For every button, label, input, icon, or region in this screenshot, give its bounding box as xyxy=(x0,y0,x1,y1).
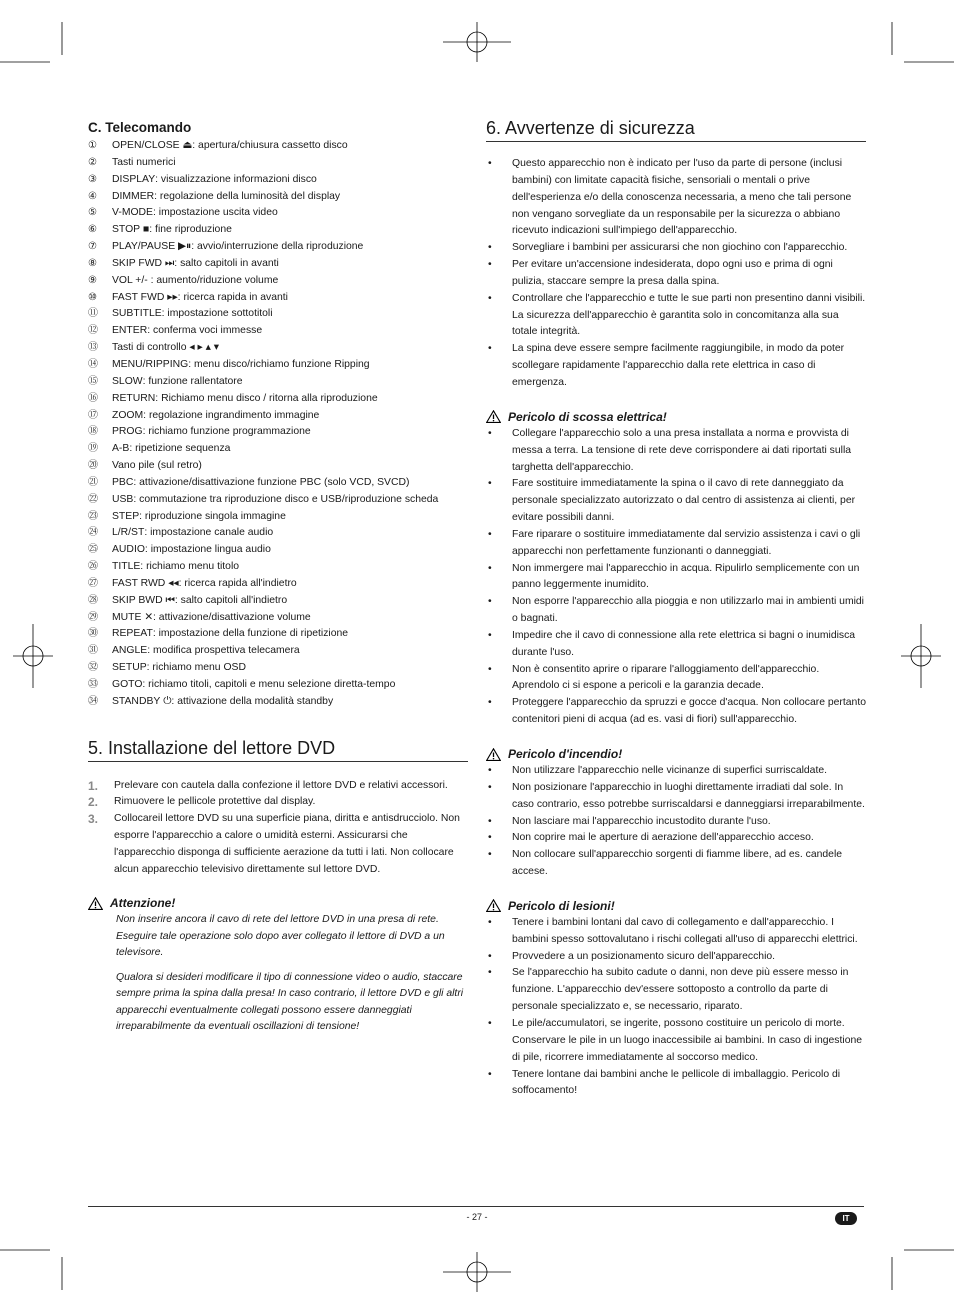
remote-item-number: ㉜ xyxy=(88,662,98,674)
list-item xyxy=(486,341,866,392)
remote-item-body xyxy=(112,239,363,256)
list-item xyxy=(486,291,866,342)
remote-key-name: ZOOM xyxy=(112,409,144,421)
remote-item-number: ① xyxy=(88,140,97,151)
remote-item-text: : impostazione uscita video xyxy=(153,207,278,219)
bullet-icon: • xyxy=(488,950,492,962)
list-item xyxy=(486,628,866,662)
warning-icon xyxy=(486,410,501,423)
remote-item-number: ④ xyxy=(88,190,97,202)
install-step-number: 2. xyxy=(88,795,99,810)
bullet-icon: • xyxy=(488,242,492,254)
remote-key-symbol-icon: ◂◂ xyxy=(165,577,179,589)
remote-item xyxy=(88,239,468,256)
remote-item-text: : funzione rallentatore xyxy=(142,375,243,387)
remote-item-body xyxy=(112,290,288,307)
attention-paragraph-2: Qualora si desideri modificare il tipo di connessione video o audio, staccare sempre prima la spina dalla presa! In caso contrario, il lettore DVD e gli altri apparecchi eventualmente collegati possono essere danneggiati irreparabilmente da eventuali oscillazioni di tensione! xyxy=(116,971,464,1032)
remote-item xyxy=(88,424,468,441)
remote-item xyxy=(88,542,468,559)
remote-key-name: SUBTITLE xyxy=(112,308,162,320)
list-item xyxy=(486,476,866,527)
install-steps xyxy=(88,778,468,879)
remote-item-number: ⑰ xyxy=(88,409,98,421)
remote-key-name: SKIP BWD xyxy=(112,594,163,606)
remote-item-number: ⑲ xyxy=(88,443,98,455)
remote-item-text: : visualizzazione informazioni disco xyxy=(155,173,317,185)
remote-item-body xyxy=(112,525,273,542)
remote-key-name: ENTER xyxy=(112,325,148,337)
list-item xyxy=(486,240,866,257)
remote-item-number: ⑧ xyxy=(88,257,97,269)
install-step-text: Collocareil lettore DVD su una superficie piana, diritta e antisdrucciolo. Non esporre l'apparecchio a calore o umidità esterni. Assicurarsi che l'apparecchio disponga di sufficiente aerazione da tutti i lati. Non collocare alcun apparecchio televisivo direttamente sul lettore DVD. xyxy=(114,813,460,875)
remote-item xyxy=(88,290,468,307)
remote-item-text: Tasti numerici xyxy=(112,156,176,168)
remote-item-text: : impostazione sottotitoli xyxy=(161,308,273,320)
remote-key-name: TITLE xyxy=(112,561,141,573)
list-item-text: Impedire che il cavo di connessione alla rete elettrica si bagni o inumidisca durante l'uso. xyxy=(512,629,856,658)
remote-item-text: : ripetizione sequenza xyxy=(129,443,231,455)
remote-item-text: : impostazione lingua audio xyxy=(144,544,271,556)
bullet-icon: • xyxy=(488,916,492,928)
list-item xyxy=(486,915,866,949)
attention-heading xyxy=(88,896,468,910)
remote-key-name: FAST FWD xyxy=(112,291,165,303)
left-column xyxy=(88,120,468,1043)
remote-key-name: GOTO xyxy=(112,679,143,690)
list-item-text: Non utilizzare l'apparecchio nelle vicinanze di superfici surriscaldate. xyxy=(512,765,828,776)
remote-item-text: : riproduzione singola immagine xyxy=(139,510,286,522)
remote-item-text: : attivazione/disattivazione funzione PBC (solo VCD, SVCD) xyxy=(133,476,410,488)
remote-item-body xyxy=(112,374,243,391)
remote-item xyxy=(88,256,468,273)
remote-item-text: : ricerca rapida in avanti xyxy=(177,291,288,303)
remote-item-number: ㉑ xyxy=(88,476,98,488)
list-item-text: Proteggere l'apparecchio da spruzzi e gocce d'acqua. Non collocare pertanto contenitori pieni di acqua (ad es. vasi di fiori) sull'apparecchio. xyxy=(512,697,867,726)
list-item xyxy=(486,1016,866,1067)
list-item-text: Non collocare sull'apparecchio sorgenti di fiamme libere, ad es. candele accese. xyxy=(512,849,843,878)
install-title: 5. Installazione del lettore DVD xyxy=(88,738,468,762)
remote-item xyxy=(88,374,468,391)
remote-item-text: : commutazione tra riproduzione disco e USB/riproduzione scheda xyxy=(133,493,439,505)
injury-heading xyxy=(486,899,866,913)
remote-key-name: VOL +/- xyxy=(112,274,148,286)
remote-key-symbol-icon: ✕ xyxy=(141,611,154,623)
remote-item-body xyxy=(112,542,271,559)
remote-item-body xyxy=(112,222,232,239)
remote-item-number: ⑥ xyxy=(88,224,97,236)
list-item-text: Se l'apparecchio ha subito cadute o danni, non deve più essere messo in funzione. L'apparecchio dev'essere sottoposto a controllo da parte di personale specializzato e, se necessario, riparato. xyxy=(512,967,849,1013)
remote-item-body xyxy=(112,391,378,408)
fire-title: Pericolo d'incendio! xyxy=(508,747,623,761)
remote-key-name: DISPLAY xyxy=(112,173,156,185)
remote-key-name: DIMMER xyxy=(112,190,155,202)
remote-item-body xyxy=(112,458,202,475)
remote-key-name: L/R/ST xyxy=(112,527,145,539)
remote-item-body xyxy=(112,626,348,643)
remote-key-name: STEP xyxy=(112,510,140,522)
list-item xyxy=(486,561,866,595)
remote-item-body xyxy=(112,610,311,627)
remote-key-name: MENU/RIPPING xyxy=(112,358,189,370)
remote-key-list xyxy=(88,138,468,711)
remote-item-body xyxy=(112,576,297,593)
remote-item-body xyxy=(112,323,262,340)
install-step-number: 3. xyxy=(88,812,99,827)
list-item-text: Collegare l'apparecchio solo a una presa installata a norma e provvista di messa a terra. La tensione di rete deve corrispondere ai dati riportati sulla targhetta dell'apparecchio. xyxy=(512,427,852,473)
remote-item xyxy=(88,626,468,643)
remote-item xyxy=(88,593,468,610)
remote-key-name: STOP xyxy=(112,224,141,236)
remote-key-symbol-icon: ⏏ xyxy=(179,140,193,151)
list-item xyxy=(486,830,866,847)
remote-item-number: ⑭ xyxy=(88,358,98,370)
remote-item-body xyxy=(112,677,395,694)
remote-key-name: PBC xyxy=(112,476,134,488)
language-badge: IT xyxy=(835,1212,857,1225)
remote-key-symbol-icon: ⏮ xyxy=(162,594,175,606)
remote-item-body xyxy=(112,643,300,660)
remote-item xyxy=(88,441,468,458)
list-item xyxy=(486,763,866,780)
remote-item xyxy=(88,273,468,290)
remote-key-symbol-icon: ▶⏸ xyxy=(175,241,192,253)
remote-key-symbol-icon: ⏭ xyxy=(162,257,175,269)
remote-item-body xyxy=(112,357,370,374)
bullet-icon: • xyxy=(488,832,492,844)
install-step xyxy=(88,778,468,795)
attention-paragraph-1: Non inserire ancora il cavo di rete del lettore DVD in una presa di rete. Eseguire tale operazione solo dopo aver collegato il lettore di DVD a un televisore. xyxy=(116,914,445,959)
remote-item xyxy=(88,155,468,172)
remote-item xyxy=(88,172,468,189)
remote-item-text: : apertura/chiusura cassetto disco xyxy=(192,140,348,151)
remote-item xyxy=(88,559,468,576)
bullet-icon: • xyxy=(488,765,492,776)
remote-item-body xyxy=(112,408,319,425)
remote-key-name: MUTE xyxy=(112,611,142,623)
list-item xyxy=(486,662,866,696)
remote-item-number: ㉓ xyxy=(88,510,98,522)
remote-item-body xyxy=(112,694,333,711)
remote-key-name: PLAY/PAUSE xyxy=(112,241,176,253)
remote-item-text: : impostazione canale audio xyxy=(144,527,274,539)
remote-item xyxy=(88,509,468,526)
remote-item-text: : attivazione/disattivazione volume xyxy=(153,611,311,623)
remote-item xyxy=(88,458,468,475)
remote-item-text: : salto capitoli in avanti xyxy=(174,257,279,269)
bullet-icon: • xyxy=(488,697,492,709)
install-step xyxy=(88,794,468,811)
remote-item-body xyxy=(112,559,239,576)
remote-item-body xyxy=(112,340,219,357)
attention-title: Attenzione! xyxy=(110,896,176,911)
remote-item-number: ⑱ xyxy=(88,426,98,438)
bullet-icon: • xyxy=(488,849,492,861)
remote-item-number: ⑨ xyxy=(88,274,97,286)
shock-title: Pericolo di scossa elettrica! xyxy=(508,409,667,424)
remote-item xyxy=(88,660,468,677)
list-item-text: Non immergere mai l'apparecchio in acqua. Ripulirlo semplicemente con un panno leggermente inumidito. xyxy=(512,562,860,591)
remote-item-number: ② xyxy=(88,156,97,168)
bullet-icon: • xyxy=(488,781,492,793)
bullet-icon: • xyxy=(488,343,492,355)
install-step-text: Rimuovere le pellicole protettive dal display. xyxy=(114,796,316,808)
list-item xyxy=(486,780,866,814)
remote-item-text: : conferma voci immesse xyxy=(147,325,263,337)
remote-item xyxy=(88,694,468,711)
list-item xyxy=(486,257,866,291)
remote-item-body xyxy=(112,475,409,492)
remote-item-text: : richiamo funzione programmazione xyxy=(142,426,311,438)
remote-item-text: : avvio/interruzione della riproduzione xyxy=(191,241,364,253)
remote-item-text: : ricerca rapida all'indietro xyxy=(178,577,297,589)
remote-item-number: ㉝ xyxy=(88,679,98,690)
remote-item-body xyxy=(112,172,317,189)
remote-item-body xyxy=(112,205,278,222)
fire-list xyxy=(486,763,866,881)
remote-item-text: : Richiamo menu disco / ritorna alla riproduzione xyxy=(155,392,378,404)
remote-item-text: : modifica prospettiva telecamera xyxy=(147,645,300,657)
remote-item-number: ㉖ xyxy=(88,561,98,573)
remote-item-number: ㉛ xyxy=(88,645,98,657)
list-item-text: Provvedere a un posizionamento sicuro dell'apparecchio. xyxy=(512,950,776,962)
bullet-icon: • xyxy=(488,629,492,641)
remote-item xyxy=(88,475,468,492)
remote-item-number: ⑦ xyxy=(88,241,97,253)
warning-icon xyxy=(486,899,501,912)
remote-key-name: REPEAT xyxy=(112,628,153,640)
remote-item-text: : richiamo menu OSD xyxy=(146,662,246,674)
bullet-icon: • xyxy=(488,1068,492,1080)
safety-general-list xyxy=(486,156,866,392)
remote-item xyxy=(88,189,468,206)
warning-icon xyxy=(486,748,501,761)
remote-key-name: SKIP FWD xyxy=(112,257,163,269)
bullet-icon: • xyxy=(488,259,492,271)
remote-item-number: ⑯ xyxy=(88,392,98,404)
shock-list xyxy=(486,426,866,729)
injury-list xyxy=(486,915,866,1100)
remote-key-name: PROG xyxy=(112,426,143,438)
remote-item-text: : salto capitoli all'indietro xyxy=(174,594,288,606)
remote-item-body xyxy=(112,273,278,290)
remote-item-body xyxy=(112,306,273,323)
list-item xyxy=(486,814,866,831)
remote-item-text: : aumento/riduzione volume xyxy=(147,274,279,286)
remote-item xyxy=(88,576,468,593)
remote-key-name: OPEN/CLOSE xyxy=(112,140,180,151)
list-item xyxy=(486,847,866,881)
list-item-text: Tenere lontane dai bambini anche le pellicole di imballaggio. Pericolo di soffocamento! xyxy=(512,1068,841,1097)
remote-key-name: V-MODE xyxy=(112,207,153,219)
install-step xyxy=(88,811,468,878)
remote-item-number: ㉙ xyxy=(88,611,98,623)
remote-heading: C. Telecomando xyxy=(88,120,192,135)
remote-item-number: ㉔ xyxy=(88,527,98,539)
remote-item-text: : menu disco/richiamo funzione Ripping xyxy=(188,358,370,370)
remote-item-body xyxy=(112,593,287,610)
list-item-text: Controllare che l'apparecchio e tutte le sue parti non presentino danni visibili. La sicurezza dell'apparecchio è garantita solo in concomitanza alla sua totale integrità. xyxy=(512,292,866,338)
remote-item-text: : fine riproduzione xyxy=(149,224,232,236)
page-number: - 27 - xyxy=(466,1212,488,1222)
bullet-icon: • xyxy=(488,596,492,608)
remote-item-text: : impostazione della funzione di ripetizione xyxy=(152,628,349,640)
remote-item-number: ㉗ xyxy=(88,577,98,589)
remote-item-text: Tasti di controllo ◂ ▸ ▴ ▾ xyxy=(112,342,219,354)
remote-item-number: ③ xyxy=(88,173,97,185)
right-column xyxy=(486,118,866,1100)
list-item-text: Per evitare un'accensione indesiderata, dopo ogni uso e prima di ogni pulizia, staccare sempre la presa dalla spina. xyxy=(512,259,833,287)
remote-item-text: : richiamo titoli, capitoli e menu selezione diretta-tempo xyxy=(142,679,396,690)
list-item-text: Non lasciare mai l'apparecchio incustodito durante l'uso. xyxy=(512,815,771,827)
remote-item xyxy=(88,525,468,542)
remote-key-name: FAST RWD xyxy=(112,577,166,589)
list-item xyxy=(486,695,866,729)
remote-item-body xyxy=(112,256,279,273)
bullet-icon: • xyxy=(488,663,492,675)
remote-item xyxy=(88,138,468,155)
remote-item-number: ㉒ xyxy=(88,493,98,505)
injury-title: Pericolo di lesioni! xyxy=(508,898,615,913)
remote-item-text: : regolazione ingrandimento immagine xyxy=(143,409,320,421)
remote-item xyxy=(88,340,468,357)
remote-key-symbol-icon: ■ xyxy=(140,224,150,236)
remote-key-name: A-B xyxy=(112,443,130,455)
remote-item xyxy=(88,323,468,340)
remote-item-body xyxy=(112,424,311,441)
shock-heading xyxy=(486,410,866,424)
safety-title: 6. Avvertenze di sicurezza xyxy=(486,118,866,142)
list-item xyxy=(486,527,866,561)
remote-key-name: SLOW xyxy=(112,375,143,387)
remote-item-number: ㉞ xyxy=(88,695,98,707)
fire-heading xyxy=(486,747,866,761)
remote-item-body xyxy=(112,441,230,458)
remote-item xyxy=(88,357,468,374)
remote-key-symbol-icon: ⏻ xyxy=(160,695,172,707)
list-item xyxy=(486,156,866,240)
list-item-text: Non coprire mai le aperture di aerazione dell'apparecchio acceso. xyxy=(512,832,814,844)
bullet-icon: • xyxy=(488,427,492,439)
remote-item-text: : attivazione della modalità standby xyxy=(171,695,334,707)
remote-item xyxy=(88,492,468,509)
remote-item xyxy=(88,222,468,239)
remote-key-name: AUDIO xyxy=(112,544,145,556)
install-step-number: 1. xyxy=(88,778,99,793)
remote-key-name: RETURN xyxy=(112,392,156,404)
remote-item-number: ⑪ xyxy=(88,308,98,320)
bullet-icon: • xyxy=(488,815,492,827)
footer-rule xyxy=(88,1206,864,1207)
bullet-icon: • xyxy=(488,1017,492,1029)
remote-item xyxy=(88,610,468,627)
install-step-text: Prelevare con cautela dalla confezione il lettore DVD e relativi accessori. xyxy=(114,779,448,791)
list-item-text: Non è consentito aprire o riparare l'alloggiamento dell'apparecchio. Aprendolo ci si espone a pericoli e la garanzia decade. xyxy=(512,663,820,692)
remote-item-number: ⑳ xyxy=(88,460,98,472)
remote-item-number: ⑤ xyxy=(88,207,97,219)
list-item-text: Le pile/accumulatori, se ingerite, possono costituire un pericolo di morte. Conservare le pile in un luogo inaccessibile ai bambini. In caso di ingestione di pile, ricorrere immediatamente al soccorso medico. xyxy=(512,1017,863,1063)
bullet-icon: • xyxy=(488,562,492,574)
remote-item-body xyxy=(112,138,348,155)
remote-item-number: ㉕ xyxy=(88,544,98,556)
list-item xyxy=(486,965,866,1016)
remote-key-name: USB xyxy=(112,493,134,505)
list-item-text: Fare sostituire immediatamente la spina o il cavo di rete danneggiato da personale specializzato autorizzato o dal centro di assistenza ai clienti, per evitare possibili danni. xyxy=(512,478,856,524)
remote-item-body xyxy=(112,189,340,206)
list-item xyxy=(486,426,866,477)
bullet-icon: • xyxy=(488,967,492,979)
remote-key-name: STANDBY xyxy=(112,695,161,707)
remote-item xyxy=(88,643,468,660)
list-item xyxy=(486,949,866,966)
remote-item xyxy=(88,205,468,222)
remote-item xyxy=(88,408,468,425)
bullet-icon: • xyxy=(488,292,492,304)
remote-key-name: ANGLE xyxy=(112,645,148,657)
remote-item-text: : regolazione della luminosità del display xyxy=(154,190,341,202)
remote-item-number: ㉘ xyxy=(88,594,98,606)
list-item xyxy=(486,594,866,628)
attention-note xyxy=(116,912,468,1035)
remote-item-number: ⑫ xyxy=(88,325,98,337)
remote-item xyxy=(88,306,468,323)
list-item-text: Non esporre l'apparecchio alla pioggia e non utilizzarlo mai in ambienti umidi o bagnati. xyxy=(512,596,864,625)
remote-item-number: ⑮ xyxy=(88,375,98,387)
remote-item-body xyxy=(112,492,438,509)
remote-item-body xyxy=(112,509,286,526)
remote-item-number: ⑬ xyxy=(88,342,98,354)
remote-item-body xyxy=(112,155,176,172)
remote-item-text: Vano pile (sul retro) xyxy=(112,460,202,472)
remote-item-body xyxy=(112,660,246,677)
remote-item xyxy=(88,391,468,408)
remote-item-number: ㉚ xyxy=(88,628,98,640)
list-item-text: Non posizionare l'apparecchio in luoghi direttamente irradiati dal sole. In caso contrario, esso potrebbe surriscaldarsi e danneggiarsi irreparabilmente. xyxy=(512,781,865,810)
bullet-icon: • xyxy=(488,528,492,540)
remote-key-name: SETUP xyxy=(112,662,147,674)
warning-icon xyxy=(88,897,103,910)
bullet-icon: • xyxy=(488,158,492,169)
bullet-icon: • xyxy=(488,478,492,490)
remote-item xyxy=(88,677,468,694)
list-item-text: Tenere i bambini lontani dal cavo di collegamento e dall'apparecchio. I bambini spesso sottovalutano i rischi collegati all'uso di apparecchi elettrici. xyxy=(512,916,858,945)
remote-item-number: ⑩ xyxy=(88,291,97,303)
list-item-text: La spina deve essere sempre facilmente raggiungibile, in modo da poter scollegare rapidamente l'apparecchio dalla rete elettrica in caso di emergenza. xyxy=(512,343,845,388)
remote-key-symbol-icon: ▸▸ xyxy=(164,291,178,303)
list-item xyxy=(486,1067,866,1101)
list-item-text: Sorvegliare i bambini per assicurarsi che non giochino con l'apparecchio. xyxy=(512,242,848,254)
remote-item-text: : richiamo menu titolo xyxy=(140,561,240,573)
list-item-text: Fare riparare o sostituire immediatamente dal servizio assistenza i cavi o gli apparecchi non perfettamente funzionanti o danneggiati. xyxy=(512,528,861,557)
list-item-text: Questo apparecchio non è indicato per l'uso da parte di persone (inclusi bambini) con limitate capacità fisiche, sensoriali o mentali o prive dell'esperienza e/o della conoscenza necessaria, a meno che tali persone non vengano sorvegliate da un responsabile per la sicurezza o abbiano ricevuto indicazioni sull'impiego dell'apparecchio. xyxy=(512,158,852,237)
